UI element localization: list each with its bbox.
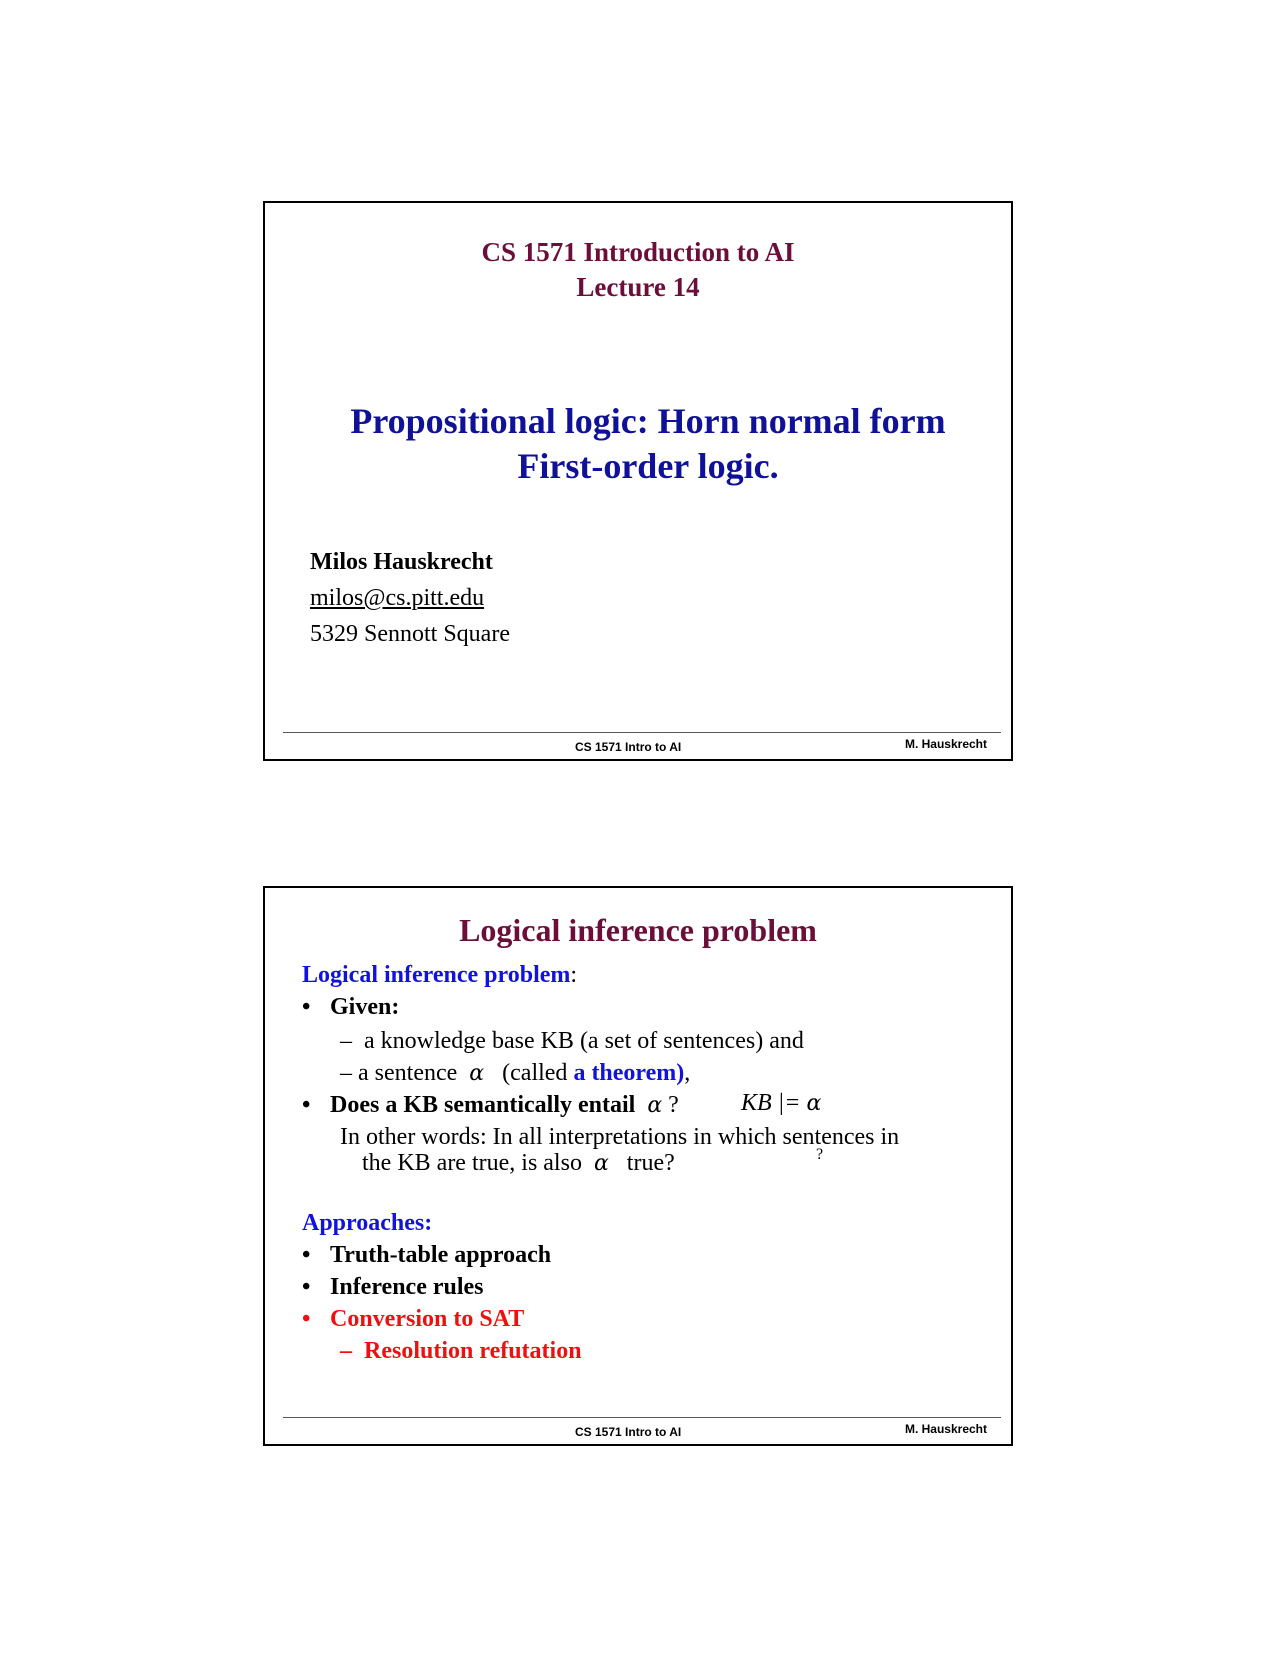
given-item-1-text: a knowledge base KB (a set of sentences) and xyxy=(364,1028,804,1054)
slide-1 xyxy=(263,201,1013,761)
slide-2 xyxy=(263,886,1013,1446)
theorem-text: a theorem) xyxy=(573,1060,685,1086)
course-header xyxy=(265,235,1011,305)
given-label: Given: xyxy=(330,994,400,1020)
comma: , xyxy=(684,1060,691,1086)
alpha-symbol: α xyxy=(647,1093,663,1118)
alpha-symbol: α xyxy=(469,1061,485,1086)
approaches-heading: Approaches: xyxy=(302,1210,433,1236)
approach-3-sub-text: Resolution refutation xyxy=(364,1338,582,1364)
approach-item-2 xyxy=(302,1274,484,1301)
entailment-formula xyxy=(741,1090,821,1117)
author-name: Milos Hauskrecht xyxy=(310,549,493,575)
bullet-mark: • xyxy=(302,1306,311,1332)
dash-mark: – xyxy=(340,1338,352,1364)
given-bullet xyxy=(302,994,399,1021)
alpha-symbol: α xyxy=(593,1151,609,1176)
definition-heading xyxy=(302,962,577,989)
bullet-mark: • xyxy=(302,1242,311,1268)
approach-3-subitem xyxy=(340,1338,582,1365)
definition-colon: : xyxy=(570,962,578,988)
stray-question-mark: ? xyxy=(816,1146,824,1163)
footer-author: M. Hauskrecht xyxy=(904,737,987,751)
approach-2-text: Inference rules xyxy=(330,1274,484,1300)
footer-course: CS 1571 Intro to AI xyxy=(575,740,682,754)
author-email-link[interactable]: milos@cs.pitt.edu xyxy=(310,585,485,611)
approach-item-3 xyxy=(302,1306,524,1333)
footer-author: M. Hauskrecht xyxy=(904,1422,987,1436)
bullet-mark: • xyxy=(302,994,311,1020)
given-item-2 xyxy=(340,1060,690,1087)
footer-course: CS 1571 Intro to AI xyxy=(575,1425,682,1439)
dash-mark: – xyxy=(340,1028,352,1054)
bullet-mark: • xyxy=(302,1274,311,1300)
bullet-mark: • xyxy=(302,1092,311,1118)
approach-item-1 xyxy=(302,1242,551,1269)
approach-3-text: Conversion to SAT xyxy=(330,1306,525,1332)
other-words-line-2b: true? xyxy=(626,1150,675,1176)
question-mark: ? xyxy=(668,1092,679,1118)
slide-title xyxy=(265,399,1011,489)
slide-title: Logical inference problem xyxy=(459,912,817,948)
footer-divider xyxy=(283,1417,1001,1418)
approach-1-text: Truth-table approach xyxy=(330,1242,552,1268)
title-line-2: First-order logic. xyxy=(517,446,779,486)
other-words-line-2 xyxy=(362,1150,675,1177)
entail-question: Does a KB semantically entail xyxy=(330,1092,636,1118)
lecture-number: Lecture 14 xyxy=(576,272,700,302)
entail-bullet xyxy=(302,1092,679,1119)
called-text: (called xyxy=(502,1060,568,1086)
definition-heading-text: Logical inference problem xyxy=(302,962,571,988)
given-item-2-prefix: a sentence xyxy=(358,1060,458,1086)
footer-divider xyxy=(283,732,1001,733)
author-office: 5329 Sennott Square xyxy=(310,621,510,647)
alpha-symbol: α xyxy=(806,1091,822,1116)
given-item-1 xyxy=(340,1028,804,1055)
title-line-1: Propositional logic: Horn normal form xyxy=(350,401,946,441)
kb-entails: KB |= xyxy=(741,1090,801,1116)
other-words-line-2a: the KB are true, is also xyxy=(362,1150,582,1176)
other-words-line-1: In other words: In all interpretations in which sentences in xyxy=(340,1124,900,1150)
dash-mark: – xyxy=(340,1060,352,1086)
course-name: CS 1571 Introduction to AI xyxy=(481,237,795,267)
